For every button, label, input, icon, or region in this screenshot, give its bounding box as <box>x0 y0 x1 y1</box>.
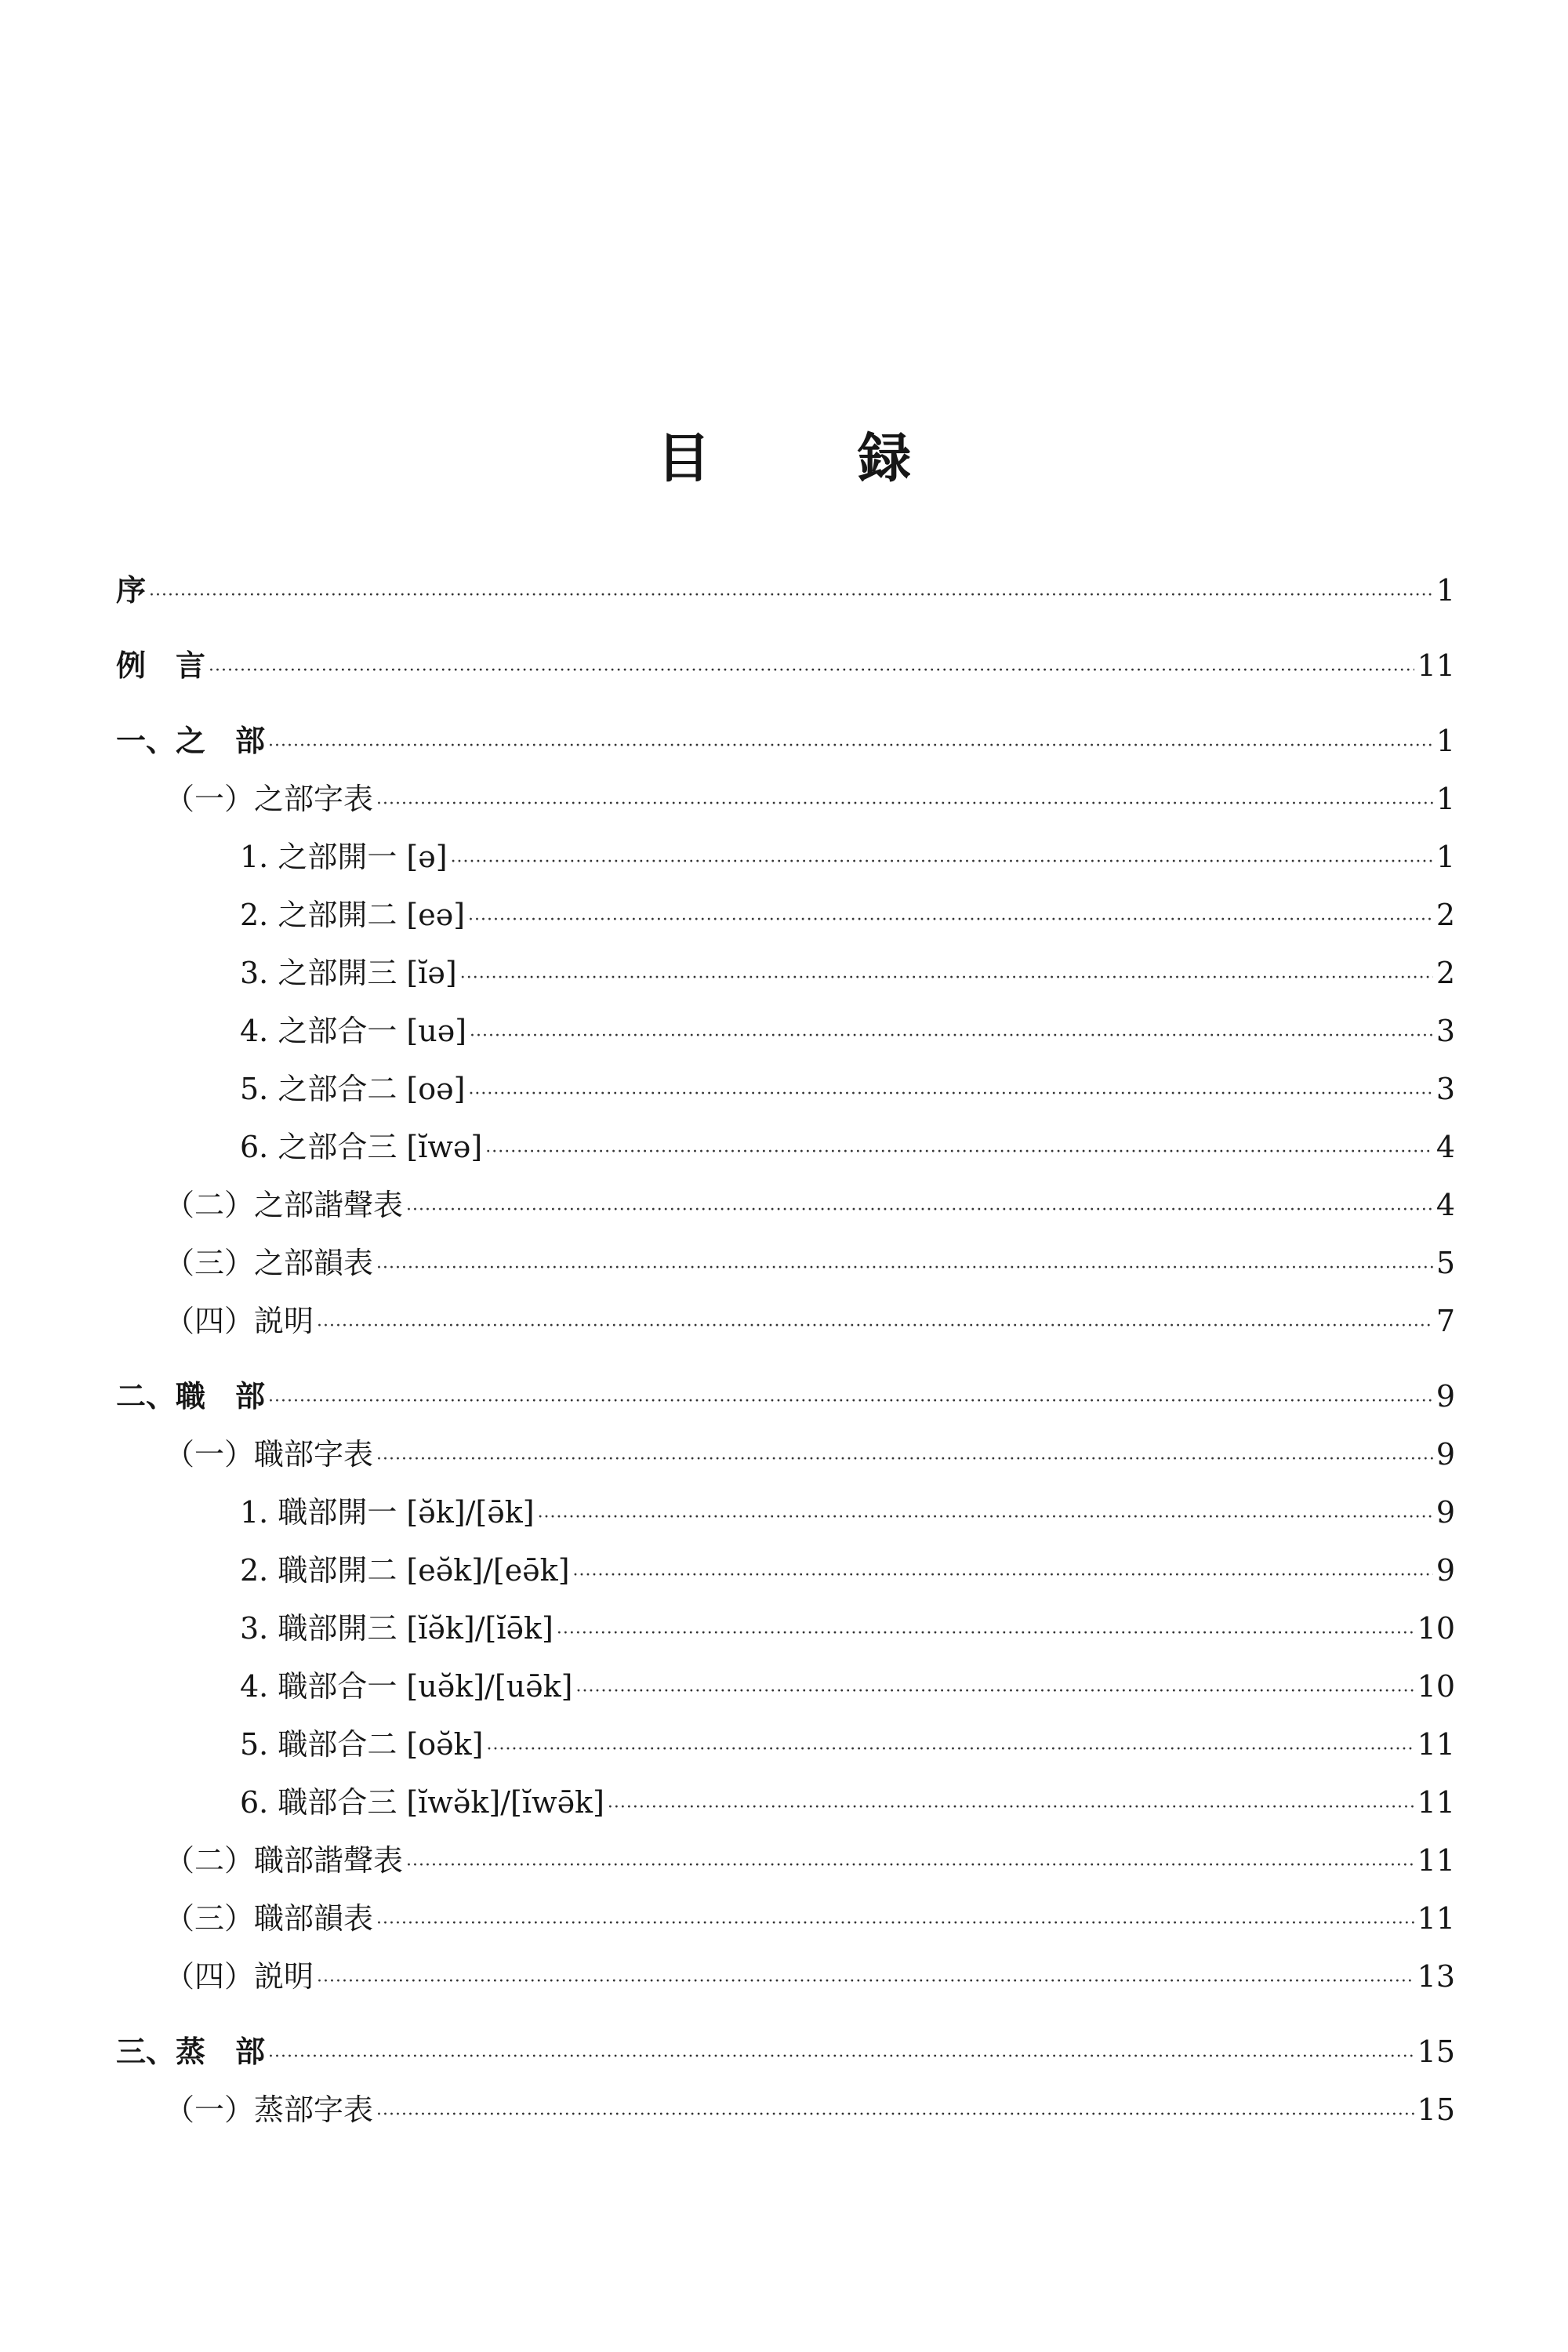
toc-entry-page-number: 1 <box>1436 840 1455 874</box>
toc-entry-page-number: 11 <box>1417 1843 1455 1878</box>
toc-entry-page-number: 1 <box>1436 724 1455 758</box>
page-title: 目 録 <box>656 427 958 490</box>
toc-entry-label: 1. 職部開一 [ə̆k]/[ə̄k] <box>240 1495 535 1530</box>
dot-leader <box>376 1234 1433 1298</box>
toc-entry-page-number: 9 <box>1436 1437 1455 1472</box>
toc-entry-page-number: 10 <box>1417 1669 1455 1704</box>
dot-leader <box>268 1367 1433 1431</box>
toc-entry-page-number: 3 <box>1436 1014 1455 1048</box>
toc-entry-page-number: 2 <box>1436 956 1455 990</box>
toc-entry-label: 2. 之部開二 [eə] <box>240 898 466 932</box>
dot-leader <box>268 2023 1414 2086</box>
dot-leader <box>406 1176 1433 1240</box>
toc-entry-14[interactable] <box>116 1425 1455 1483</box>
toc-entry-label: 序 <box>116 572 147 608</box>
toc-entry-page-number: 9 <box>1436 1495 1455 1530</box>
toc-entry-label: （一）蒸部字表 <box>165 2092 374 2127</box>
dot-leader <box>460 944 1433 1007</box>
toc-entry-label: 3. 職部開三 [ĭə̆k]/[ĭə̄k] <box>240 1611 554 1646</box>
dot-leader <box>376 770 1433 833</box>
dot-leader <box>376 2081 1414 2144</box>
toc-entry-page-number: 15 <box>1417 2034 1455 2069</box>
toc-entry-page-number: 4 <box>1436 1130 1455 1164</box>
toc-entry-page-number: 13 <box>1417 1959 1455 1994</box>
toc-entry-label: （二）之部諧聲表 <box>165 1188 404 1222</box>
toc-entry-label: 三、蒸 部 <box>116 2034 266 2069</box>
toc-entry-label: （三）之部韻表 <box>165 1246 374 1280</box>
toc-entry-9[interactable] <box>116 1118 1455 1176</box>
toc-entry-6[interactable] <box>116 944 1455 1002</box>
toc-entry-24[interactable] <box>116 2023 1455 2081</box>
dot-leader <box>406 1831 1414 1895</box>
toc-entry-20[interactable] <box>116 1773 1455 1831</box>
toc-entry-page-number: 4 <box>1436 1188 1455 1222</box>
toc-entry-label: （四）説明 <box>165 1959 314 1994</box>
dot-leader <box>451 828 1433 891</box>
toc-entry-page-number: 9 <box>1436 1379 1455 1414</box>
dot-leader <box>485 1118 1433 1181</box>
toc-entry-page-number: 1 <box>1436 782 1455 816</box>
toc-entry-12[interactable] <box>116 1292 1455 1350</box>
toc-entry-5[interactable] <box>116 886 1455 944</box>
toc-entry-page-number: 11 <box>1417 648 1455 683</box>
toc-entry-22[interactable] <box>116 1889 1455 1947</box>
toc-entry-page-number: 3 <box>1436 1072 1455 1106</box>
toc-entry-page-number: 5 <box>1436 1246 1455 1280</box>
dot-leader <box>470 1002 1433 1065</box>
toc-entry-label: （二）職部諧聲表 <box>165 1843 404 1878</box>
dot-leader <box>209 637 1414 700</box>
toc-entry-23[interactable] <box>116 1947 1455 2005</box>
toc-entry-label: （一）之部字表 <box>165 782 374 816</box>
dot-leader <box>486 1715 1414 1779</box>
toc-entry-10[interactable] <box>116 1176 1455 1234</box>
toc-entry-0[interactable] <box>116 561 1455 619</box>
toc-entry-page-number: 11 <box>1417 1785 1455 1820</box>
toc-entry-17[interactable] <box>116 1599 1455 1657</box>
dot-leader <box>468 1060 1432 1123</box>
dot-leader <box>608 1773 1414 1837</box>
toc-entry-2[interactable] <box>116 712 1455 770</box>
toc-entry-page-number: 11 <box>1417 1901 1455 1936</box>
toc-entry-11[interactable] <box>116 1234 1455 1292</box>
toc-entry-page-number: 10 <box>1417 1611 1455 1646</box>
dot-leader <box>268 712 1433 775</box>
toc-entry-label: 5. 之部合二 [oə] <box>240 1072 466 1106</box>
toc-entry-3[interactable] <box>116 770 1455 828</box>
dot-leader <box>149 561 1433 625</box>
toc-entry-page-number: 7 <box>1436 1304 1455 1338</box>
dot-leader <box>538 1483 1433 1547</box>
toc-entry-7[interactable] <box>116 1002 1455 1060</box>
toc-entry-label: 4. 職部合一 [uə̆k]/[uə̄k] <box>240 1669 573 1704</box>
toc-entry-label: 6. 之部合三 [ĭwə] <box>240 1130 483 1164</box>
toc-entry-label: 3. 之部開三 [ĭə] <box>240 956 457 990</box>
dot-leader <box>376 1889 1414 1953</box>
toc-entry-page-number: 9 <box>1436 1553 1455 1588</box>
toc-entry-label: 2. 職部開二 [eə̆k]/[eə̄k] <box>240 1553 570 1588</box>
dot-leader <box>317 1292 1433 1356</box>
toc-entry-label: （四）説明 <box>165 1304 314 1338</box>
toc-entry-label: 4. 之部合一 [uə] <box>240 1014 467 1048</box>
dot-leader <box>557 1599 1414 1663</box>
toc-entry-21[interactable] <box>116 1831 1455 1889</box>
dot-leader <box>317 1947 1414 2011</box>
dot-leader <box>573 1541 1433 1605</box>
toc-entry-13[interactable] <box>116 1367 1455 1425</box>
toc-entry-15[interactable] <box>116 1483 1455 1541</box>
toc-entry-18[interactable] <box>116 1657 1455 1715</box>
toc-entry-page-number: 2 <box>1436 898 1455 932</box>
toc-entry-19[interactable] <box>116 1715 1455 1773</box>
toc-entry-label: （一）職部字表 <box>165 1437 374 1472</box>
toc-entry-page-number: 11 <box>1417 1727 1455 1762</box>
table-of-contents <box>116 561 1455 2139</box>
toc-entry-label: 5. 職部合二 [oə̆k] <box>240 1727 484 1762</box>
toc-entry-label: 一、之 部 <box>116 723 266 758</box>
toc-entry-page-number: 15 <box>1417 2092 1455 2127</box>
toc-entry-label: 例 言 <box>116 648 206 683</box>
toc-entry-1[interactable] <box>116 637 1455 695</box>
toc-entry-label: 6. 職部合三 [ĭwə̆k]/[ĭwə̄k] <box>240 1785 604 1820</box>
toc-entry-25[interactable] <box>116 2081 1455 2139</box>
dot-leader <box>376 1425 1433 1489</box>
toc-entry-8[interactable] <box>116 1060 1455 1118</box>
toc-entry-16[interactable] <box>116 1541 1455 1599</box>
dot-leader <box>576 1657 1414 1721</box>
toc-entry-label: 二、職 部 <box>116 1378 266 1414</box>
toc-entry-page-number: 1 <box>1436 573 1455 608</box>
toc-entry-4[interactable] <box>116 828 1455 886</box>
dot-leader <box>468 886 1433 949</box>
toc-entry-label: （三）職部韻表 <box>165 1901 374 1936</box>
toc-entry-label: 1. 之部開一 [ə] <box>240 840 448 874</box>
